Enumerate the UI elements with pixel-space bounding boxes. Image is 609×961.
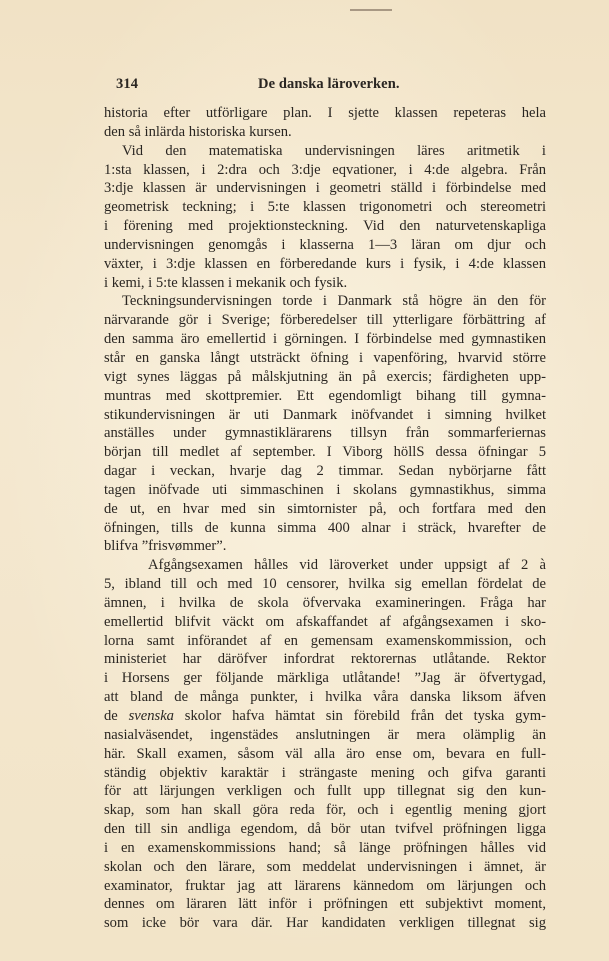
text-line: de ut, en hvar med sin simtornister på, och fortfara med den — [104, 500, 546, 517]
text-line: i Horsens ger följande märkliga utlåtande! ”Jag är öfvertygad, — [104, 670, 546, 687]
text-line: Teckningsundervisningen torde i Danmark stå högre än den för — [122, 293, 546, 310]
text-line: vigt synes läggas på målskjutning än på exercis; färdigheten upp- — [104, 368, 546, 385]
text-line: ministeriet har däröfver infordrat rektorernas utlåtande. Rektor — [104, 651, 546, 668]
text-line: dennes om läraren lätt inför i pröfningen ett subjektivt moment, — [104, 896, 546, 913]
page-header — [116, 76, 546, 96]
text-line: ämnen, i hvilka de skola öfvervaka examineringen. Fråga har — [104, 594, 546, 611]
text-line: står en ganska långt utsträckt öfning i vapenföring, hvarvid större — [104, 349, 546, 366]
text-line: som icke bör vara där. Har kandidaten verkligen tillegnat sig — [104, 915, 546, 932]
text-line: i förening med projektionsteckning. Vid den naturvetenskapliga — [104, 218, 546, 235]
text-line: emellertid blifvit väckt om afskaffandet af afgångsexamen i sko- — [104, 613, 546, 630]
text-line: skolan och den lärare, som meddelat undervisningen i ämnet, är — [104, 858, 546, 875]
text-line: historia efter utförligare plan. I sjette klassen repeteras hela — [104, 105, 546, 121]
text-line: att bland de många punkter, i hvilka våra danska liksom äfven — [104, 689, 546, 706]
text-line: öfningen, tills de kunna simma 400 alnar i sträck, hvarefter de — [104, 519, 546, 536]
text-line: den samma äro emellertid i görningen. I förbindelse med gymnastiken — [104, 331, 546, 348]
text-line: ständig objektiv karaktär i strängaste mening och gifva garanti — [104, 764, 546, 781]
text-line: de svenska skolor hafva hämtat sin förebild från det tyska gym- — [104, 708, 546, 724]
text-line: examinator, fruktar jag att lärarens kännedom om lärjungen och — [104, 877, 546, 894]
text-line: muntras med skottpremier. Ett egendomligt bihang till gymna- — [104, 387, 546, 404]
text-line: här. Skall examen, såsom väl alla äro ense om, bevara en full- — [104, 745, 546, 762]
text-line: lorna samt införandet af en gemensam examenskommission, och — [104, 632, 546, 649]
text-line: i en examenskommissions hand; så länge pröfningen hålles vid — [104, 839, 546, 856]
page-number: 314 — [116, 76, 139, 92]
text-line: växter, i 3:dje klassen en förberedande kurs i fysik, i 4:de klassen — [104, 255, 546, 272]
text-line: Vid den matematiska undervisningen läres aritmetik i — [122, 142, 546, 159]
text-line: för att lärjungen verkligen och fullt upp tillegnat sig den kun- — [104, 783, 546, 800]
text-line: tagen inöfvade uti simmaschinen i skolans gymnastikhus, simma — [104, 481, 546, 498]
text-line: 1:sta klassen, i 2:dra och 3:dje eqvationer, i 4:de algebra. Från — [104, 161, 546, 178]
text-line: stikundervisningen är uti Danmark inöfvandet i simning hvilket — [104, 406, 546, 423]
text-line: blifva ”frisvømmer”. — [104, 538, 227, 555]
text-line: 5, ibland till och med 10 censorer, hvilka sig emellan fördelat de — [104, 576, 546, 593]
text-line: anställes under gymnastiklärarens tillsyn från sommarferiernas — [104, 425, 546, 442]
text-line: den så inlärda historiska kursen. — [104, 123, 292, 140]
emphasized-word: svenska — [128, 708, 174, 724]
text-line: skap, som han skall göra reda för, och i egentlig mening gjort — [104, 802, 546, 819]
text-line: i kemi, i 5:te klassen i mekanik och fysik. — [104, 274, 348, 291]
body-text — [104, 104, 546, 933]
text-line: början till medlet af september. I Viborg höllS dessa öfningar 5 — [104, 444, 546, 461]
text-line: Afgångsexamen hålles vid läroverket under uppsigt af 2 à — [148, 557, 546, 574]
text-line: undervisningen genomgås i klasserna 1—3 läran om djur och — [104, 236, 546, 253]
text-line: nasialväsendet, ingenstädes anslutningen är mera olämplig än — [104, 726, 546, 743]
text-line: den till sin andliga egendom, då bör utan tvifvel pröfningen ligga — [104, 821, 546, 838]
running-title: De danska läroverken. — [258, 76, 400, 92]
print-mark — [350, 4, 392, 11]
text-line: geometrisk teckning; i 5:te klassen trigonometri och stereometri — [104, 199, 546, 216]
text-line: 3:dje klassen är undervisningen i geometri ställd i förbindelse med — [104, 180, 546, 197]
text-line: närvarande gör i Sverige; förberedelser till ytterligare förbättring af — [104, 312, 546, 329]
text-line: dagar i veckan, hvarje dag 2 timmar. Sedan nybörjarne fått — [104, 463, 546, 480]
